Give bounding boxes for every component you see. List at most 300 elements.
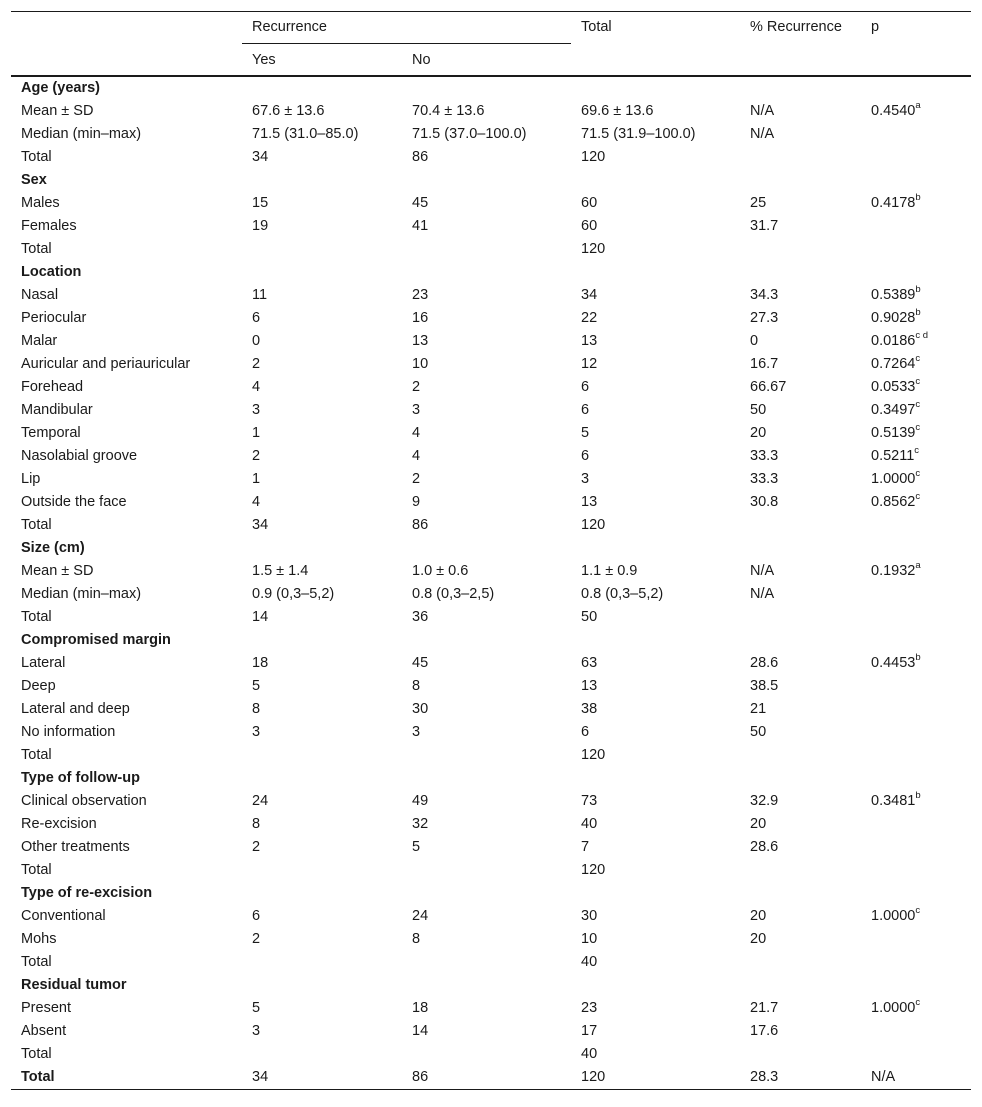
cell-pct-recurrence: 20 — [750, 907, 767, 924]
cell-pct-recurrence: 21 — [750, 700, 767, 717]
cell-total: 10 — [581, 930, 598, 947]
cell-p-value — [861, 307, 971, 330]
cell-total: 23 — [581, 999, 598, 1016]
cell-total: 120 — [581, 240, 606, 257]
cell-no: 2 — [412, 470, 421, 487]
cell-pct-recurrence: 20 — [750, 815, 767, 832]
cell-total: 0.8 (0,3–5,2) — [581, 585, 664, 602]
row-label: Total — [21, 608, 52, 625]
cell-no: 41 — [412, 217, 429, 234]
cell-total: 73 — [581, 792, 598, 809]
footnote-marker: c — [915, 490, 921, 502]
cell-p-value — [861, 721, 971, 744]
cell-p-value — [861, 1066, 971, 1090]
row-label: Re-excision — [21, 815, 97, 832]
row-label: Mean ± SD — [21, 562, 94, 579]
cell-yes: 14 — [252, 608, 269, 625]
cell-total: 3 — [581, 470, 590, 487]
section-label: Residual tumor — [21, 976, 127, 993]
row-label: Forehead — [21, 378, 84, 395]
cell-total: 63 — [581, 654, 598, 671]
p-value: 0.5139 — [871, 424, 916, 441]
cell-p-value — [861, 652, 971, 675]
table-row — [11, 422, 971, 445]
cell-total: 6 — [581, 447, 590, 464]
row-label: Temporal — [21, 424, 81, 441]
row-label: Total — [21, 861, 52, 878]
cell-yes: 0 — [252, 332, 261, 349]
cell-pct-recurrence — [740, 238, 861, 261]
cell-no: 9 — [412, 493, 421, 510]
p-value: 0.5389 — [871, 286, 916, 303]
cell-no: 32 — [412, 815, 429, 832]
header-pct-recurrence: % Recurrence — [740, 12, 861, 44]
cell-p-value — [861, 353, 971, 376]
footnote-marker: c d — [915, 329, 929, 341]
cell-p-value — [861, 836, 971, 859]
cell-no: 23 — [412, 286, 429, 303]
cell-total: 6 — [581, 401, 590, 418]
cell-pct-recurrence: 0 — [750, 332, 759, 349]
section-header-row — [11, 882, 971, 905]
cell-total: 22 — [581, 309, 598, 326]
table-row — [11, 445, 971, 468]
p-value: 0.4540 — [871, 102, 916, 119]
section-header-row — [11, 169, 971, 192]
table-row — [11, 744, 971, 767]
cell-total: 71.5 (31.9–100.0) — [581, 125, 696, 142]
cell-no: 86 — [412, 148, 429, 165]
table-row — [11, 330, 971, 353]
table-row — [11, 951, 971, 974]
cell-no: 18 — [412, 999, 429, 1016]
cell-pct-recurrence: N/A — [750, 125, 775, 142]
cell-total: 40 — [581, 815, 598, 832]
section-label: Size (cm) — [21, 539, 85, 556]
row-label: Lateral — [21, 654, 66, 671]
cell-pct-recurrence: 66.67 — [750, 378, 787, 395]
cell-yes — [242, 1043, 402, 1066]
row-label: Mohs — [21, 930, 57, 947]
row-label: Nasolabial groove — [21, 447, 138, 464]
p-value: 1.0000 — [871, 999, 916, 1016]
cell-p-value — [861, 123, 971, 146]
cell-no — [402, 859, 571, 882]
cell-total: 6 — [581, 723, 590, 740]
cell-total: 120 — [581, 516, 606, 533]
cell-p-value — [861, 583, 971, 606]
cell-yes: 5 — [252, 999, 261, 1016]
cell-p-value — [861, 859, 971, 882]
header-total: Total — [571, 12, 740, 44]
section-label: Location — [21, 263, 82, 280]
section-label: Type of follow-up — [21, 769, 140, 786]
cell-total: 40 — [581, 953, 598, 970]
table-row — [11, 284, 971, 307]
row-label: Total — [11, 1066, 242, 1090]
cell-p-value — [861, 744, 971, 767]
cell-p-value — [861, 100, 971, 123]
p-value: 1.0000 — [871, 907, 916, 924]
recurrence-table-container — [11, 11, 971, 1090]
section-label: Compromised margin — [21, 631, 171, 648]
table-row — [11, 790, 971, 813]
cell-total: 17 — [581, 1022, 598, 1039]
cell-total: 60 — [581, 217, 598, 234]
table-row — [11, 514, 971, 537]
section-header-row — [11, 76, 971, 100]
cell-p-value — [861, 146, 971, 169]
row-label: Median (min–max) — [21, 585, 142, 602]
table-row — [11, 1043, 971, 1066]
table-row — [11, 675, 971, 698]
cell-yes: 11 — [252, 286, 268, 303]
row-label: Mean ± SD — [21, 102, 94, 119]
cell-pct-recurrence — [740, 606, 861, 629]
table-row — [11, 698, 971, 721]
cell-no: 2 — [412, 378, 421, 395]
cell-total: 120 — [581, 148, 606, 165]
table-row — [11, 353, 971, 376]
cell-no: 5 — [412, 838, 421, 855]
row-label: Nasal — [21, 286, 59, 303]
cell-p-value — [861, 606, 971, 629]
cell-pct-recurrence — [740, 744, 861, 767]
cell-pct-recurrence: 28.6 — [750, 654, 779, 671]
table-row — [11, 146, 971, 169]
p-value: 1.0000 — [871, 470, 916, 487]
cell-yes: 8 — [252, 700, 261, 717]
p-value: 0.4453 — [871, 654, 916, 671]
cell-yes: 0.9 (0,3–5,2) — [252, 585, 335, 602]
table-row — [11, 583, 971, 606]
table-row — [11, 1020, 971, 1043]
row-label: Outside the face — [21, 493, 127, 510]
cell-no: 86 — [402, 1066, 571, 1090]
cell-yes: 6 — [252, 309, 261, 326]
row-label: Auricular and periauricular — [21, 355, 191, 372]
cell-pct-recurrence — [740, 1043, 861, 1066]
cell-yes — [242, 238, 402, 261]
header-recurrence: Recurrence — [242, 12, 571, 44]
section-label: Type of re-excision — [21, 884, 153, 901]
cell-no: 8 — [412, 930, 421, 947]
p-value: 0.4178 — [871, 194, 916, 211]
table-body — [11, 76, 971, 1090]
cell-total: 120 — [571, 1066, 740, 1090]
table-row — [11, 606, 971, 629]
cell-yes: 15 — [252, 194, 269, 211]
cell-total: 38 — [581, 700, 598, 717]
cell-total: 40 — [581, 1045, 598, 1062]
cell-p-value — [861, 215, 971, 238]
row-label: Deep — [21, 677, 56, 694]
footnote-marker: b — [915, 191, 921, 203]
cell-yes: 3 — [252, 723, 261, 740]
header-empty-cell — [861, 44, 971, 76]
row-label: Total — [21, 516, 52, 533]
cell-total: 5 — [581, 424, 590, 441]
cell-no: 3 — [412, 401, 421, 418]
cell-pct-recurrence: 20 — [750, 424, 767, 441]
cell-p-value — [861, 675, 971, 698]
cell-yes: 19 — [252, 217, 269, 234]
cell-pct-recurrence: 33.3 — [750, 447, 779, 464]
row-label: Periocular — [21, 309, 87, 326]
section-header-row — [11, 629, 971, 652]
header-empty-cell — [571, 44, 740, 76]
cell-p-value — [861, 376, 971, 399]
table-row — [11, 721, 971, 744]
row-label: Mandibular — [21, 401, 93, 418]
p-value: 0.7264 — [871, 355, 916, 372]
cell-yes: 34 — [252, 148, 269, 165]
table-row — [11, 100, 971, 123]
p-value: N/A — [871, 1068, 896, 1085]
cell-pct-recurrence: 25 — [750, 194, 767, 211]
cell-p-value — [861, 514, 971, 537]
table-row — [11, 123, 971, 146]
cell-pct-recurrence: N/A — [750, 585, 775, 602]
cell-yes — [242, 744, 402, 767]
cell-yes: 71.5 (31.0–85.0) — [252, 125, 359, 142]
cell-p-value — [861, 192, 971, 215]
cell-p-value — [861, 997, 971, 1020]
table-row — [11, 928, 971, 951]
cell-p-value — [861, 445, 971, 468]
cell-yes: 3 — [252, 401, 261, 418]
table-row — [11, 468, 971, 491]
cell-yes: 1.5 ± 1.4 — [252, 562, 309, 579]
cell-pct-recurrence: 16.7 — [750, 355, 779, 372]
row-label: Malar — [21, 332, 58, 349]
cell-pct-recurrence — [740, 859, 861, 882]
recurrence-table — [11, 11, 971, 1090]
cell-no: 71.5 (37.0–100.0) — [412, 125, 527, 142]
p-value: 0.0186 — [871, 332, 916, 349]
section-header-row — [11, 767, 971, 790]
table-row — [11, 652, 971, 675]
table-row — [11, 491, 971, 514]
cell-pct-recurrence: 28.6 — [750, 838, 779, 855]
cell-yes: 2 — [252, 355, 261, 372]
cell-no: 24 — [412, 907, 429, 924]
cell-total: 120 — [581, 746, 606, 763]
table-row — [11, 307, 971, 330]
cell-yes: 34 — [252, 516, 269, 533]
cell-no: 86 — [412, 516, 429, 533]
row-label: Conventional — [21, 907, 106, 924]
cell-total: 34 — [581, 286, 598, 303]
cell-no: 16 — [412, 309, 429, 326]
cell-no: 30 — [412, 700, 429, 717]
cell-pct-recurrence: 50 — [750, 723, 767, 740]
cell-no: 13 — [412, 332, 429, 349]
row-label: Total — [21, 746, 52, 763]
header-empty-cell — [740, 44, 861, 76]
cell-no: 8 — [412, 677, 421, 694]
row-label: Total — [21, 148, 52, 165]
cell-no: 10 — [412, 355, 429, 372]
row-label: Total — [21, 1045, 52, 1062]
cell-yes: 8 — [252, 815, 261, 832]
row-label: Other treatments — [21, 838, 130, 855]
cell-no: 49 — [412, 792, 429, 809]
footnote-marker: c — [915, 904, 921, 916]
footnote-marker: c — [914, 444, 920, 456]
cell-yes: 1 — [252, 470, 261, 487]
p-value: 0.3481 — [871, 792, 916, 809]
cell-yes: 4 — [252, 378, 261, 395]
cell-total: 13 — [581, 677, 598, 694]
cell-yes: 6 — [252, 907, 261, 924]
footnote-marker: c — [915, 352, 921, 364]
footnote-marker: b — [915, 651, 921, 663]
header-empty-cell — [11, 12, 242, 44]
cell-yes — [242, 951, 402, 974]
cell-yes: 5 — [252, 677, 261, 694]
table-row — [11, 560, 971, 583]
cell-p-value — [861, 790, 971, 813]
cell-pct-recurrence: 34.3 — [750, 286, 779, 303]
cell-no: 45 — [412, 194, 429, 211]
cell-no: 3 — [412, 723, 421, 740]
cell-yes: 24 — [252, 792, 269, 809]
row-label: Lateral and deep — [21, 700, 130, 717]
cell-p-value — [861, 468, 971, 491]
cell-no: 70.4 ± 13.6 — [412, 102, 485, 119]
cell-total: 120 — [581, 861, 606, 878]
cell-pct-recurrence: 27.3 — [750, 309, 779, 326]
cell-yes: 1 — [252, 424, 261, 441]
footnote-marker: c — [915, 421, 921, 433]
section-header-row — [11, 974, 971, 997]
row-label: No information — [21, 723, 116, 740]
cell-no — [402, 238, 571, 261]
cell-p-value — [861, 1043, 971, 1066]
cell-no: 45 — [412, 654, 429, 671]
table-row — [11, 215, 971, 238]
cell-pct-recurrence: 21.7 — [750, 999, 779, 1016]
row-label: Absent — [21, 1022, 67, 1039]
section-label: Age (years) — [21, 79, 100, 96]
cell-pct-recurrence — [740, 514, 861, 537]
cell-no — [402, 744, 571, 767]
cell-pct-recurrence: 17.6 — [750, 1022, 779, 1039]
cell-no — [402, 1043, 571, 1066]
cell-pct-recurrence: 20 — [750, 930, 767, 947]
cell-pct-recurrence — [740, 951, 861, 974]
cell-no: 4 — [412, 447, 421, 464]
cell-pct-recurrence: 32.9 — [750, 792, 779, 809]
footnote-marker: b — [915, 306, 921, 318]
cell-total: 69.6 ± 13.6 — [581, 102, 654, 119]
row-label: Females — [21, 217, 77, 234]
footnote-marker: b — [915, 283, 921, 295]
section-label: Sex — [21, 171, 47, 188]
section-header-row — [11, 537, 971, 560]
cell-p-value — [861, 813, 971, 836]
cell-pct-recurrence: 28.3 — [740, 1066, 861, 1090]
cell-p-value — [861, 284, 971, 307]
table-row — [11, 192, 971, 215]
footnote-marker: c — [915, 996, 921, 1008]
table-row — [11, 238, 971, 261]
cell-no: 0.8 (0,3–2,5) — [412, 585, 495, 602]
cell-total: 30 — [581, 907, 598, 924]
cell-p-value — [861, 1020, 971, 1043]
footnote-marker: c — [915, 467, 921, 479]
footnote-marker: c — [915, 375, 921, 387]
table-header — [11, 12, 971, 76]
cell-no: 1.0 ± 0.6 — [412, 562, 469, 579]
cell-p-value — [861, 238, 971, 261]
cell-p-value — [861, 560, 971, 583]
cell-total: 1.1 ± 0.9 — [581, 562, 638, 579]
cell-pct-recurrence — [740, 146, 861, 169]
cell-yes: 4 — [252, 493, 261, 510]
cell-total: 7 — [581, 838, 590, 855]
footnote-marker: c — [915, 398, 921, 410]
cell-no: 4 — [412, 424, 421, 441]
row-label: Present — [21, 999, 71, 1016]
cell-p-value — [861, 698, 971, 721]
cell-yes: 18 — [252, 654, 269, 671]
cell-total: 12 — [581, 355, 598, 372]
cell-p-value — [861, 399, 971, 422]
table-row — [11, 399, 971, 422]
header-empty-cell — [11, 44, 242, 76]
p-value: 0.8562 — [871, 493, 916, 510]
cell-yes: 3 — [252, 1022, 261, 1039]
cell-total: 50 — [581, 608, 598, 625]
cell-no: 36 — [412, 608, 429, 625]
cell-pct-recurrence: 33.3 — [750, 470, 779, 487]
cell-p-value — [861, 951, 971, 974]
cell-pct-recurrence: 30.8 — [750, 493, 779, 510]
table-row — [11, 836, 971, 859]
cell-total: 6 — [581, 378, 590, 395]
footnote-marker: b — [915, 789, 921, 801]
table-row — [11, 905, 971, 928]
cell-no: 14 — [412, 1022, 429, 1039]
cell-total: 13 — [581, 493, 598, 510]
p-value: 0.5211 — [871, 447, 915, 464]
p-value: 0.9028 — [871, 309, 916, 326]
cell-p-value — [861, 330, 971, 353]
p-value: 0.3497 — [871, 401, 916, 418]
cell-yes: 67.6 ± 13.6 — [252, 102, 325, 119]
row-label: Males — [21, 194, 60, 211]
table-row — [11, 813, 971, 836]
cell-p-value — [861, 422, 971, 445]
table-row — [11, 859, 971, 882]
footnote-marker: a — [915, 559, 921, 571]
cell-pct-recurrence: 31.7 — [750, 217, 779, 234]
grand-total-row — [11, 1066, 971, 1090]
section-header-row — [11, 261, 971, 284]
cell-pct-recurrence: N/A — [750, 102, 775, 119]
cell-p-value — [861, 905, 971, 928]
p-value: 0.0533 — [871, 378, 916, 395]
header-p: p — [861, 12, 971, 44]
cell-yes: 2 — [252, 838, 261, 855]
cell-no — [402, 951, 571, 974]
table-row — [11, 997, 971, 1020]
cell-pct-recurrence: 38.5 — [750, 677, 779, 694]
header-no: No — [402, 44, 571, 76]
cell-total: 13 — [581, 332, 598, 349]
